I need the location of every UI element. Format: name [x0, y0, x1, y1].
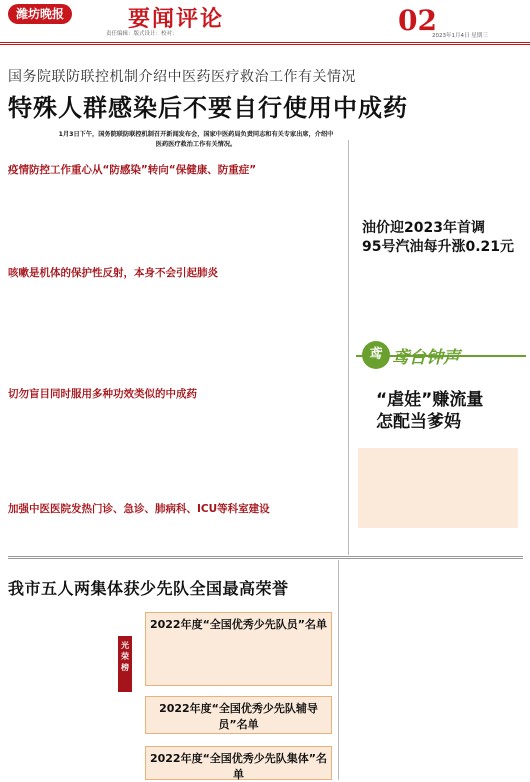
honors-headline: 我市五人两集体获少先队全国最高荣誉: [8, 579, 289, 598]
column-divider-bottom: [338, 560, 339, 780]
column-title-line1: “虐娃”赚流量: [376, 390, 484, 410]
section-divider-secondary: [8, 558, 523, 559]
issue-date: 2023年1月4日 星期三: [432, 33, 488, 39]
award-box-outstanding-members: [145, 612, 332, 686]
oil-headline-line2: 95号汽油每升涨0.21元: [362, 239, 515, 255]
main-headline: 特殊人群感染后不要自行使用中成药: [8, 94, 408, 122]
section-divider: [8, 556, 523, 557]
award-title: 2022年度“全国优秀少先队集体”名单: [149, 752, 328, 781]
column-name: 鸢台钟声: [392, 348, 460, 368]
column-divider: [348, 140, 349, 555]
oil-headline-line1: 油价迎2023年首调: [362, 220, 485, 236]
section-title: 要闻评论: [128, 6, 225, 32]
main-kicker: 国务院联防联控机制介绍中医药医疗救治工作有关情况: [8, 69, 356, 85]
masthead: [0, 0, 530, 40]
subhead-4: 加强中医医院发热门诊、急诊、肺病科、ICU等科室建设: [8, 503, 270, 515]
masthead-rule-secondary: [0, 44, 530, 45]
subhead-3: 切勿盲目同时服用多种功效类似的中成药: [8, 388, 197, 400]
page-number: 02: [398, 4, 437, 37]
newspaper-logo: 潍坊晚报: [8, 4, 72, 24]
award-box-counselors: [145, 696, 332, 734]
column-quote-box: [358, 448, 518, 528]
award-box-collectives: [145, 746, 332, 780]
main-lead: 1月3日下午，国务院联防联控机制召开新闻发布会，国家中医药局负责同志和有关专家出席，介绍中医药医疗救治工作有关情况。: [58, 131, 334, 148]
award-title: 2022年度“全国优秀少先队员”名单: [149, 618, 328, 631]
subhead-1: 疫情防控工作重心从“防感染”转向“保健康、防重症”: [8, 164, 257, 176]
editor-line: 责任编辑：版式设计：校对：: [106, 31, 178, 37]
column-banner-circle: 鸢: [362, 341, 390, 369]
masthead-rule: [0, 42, 530, 43]
column-title-line2: 怎配当爹妈: [376, 412, 461, 432]
subhead-2: 咳嗽是机体的保护性反射，本身不会引起肺炎: [8, 267, 218, 279]
honor-roll-label: 光荣榜: [118, 636, 132, 692]
award-title: 2022年度“全国优秀少先队辅导员”名单: [159, 702, 318, 731]
column-banner: [356, 341, 526, 369]
